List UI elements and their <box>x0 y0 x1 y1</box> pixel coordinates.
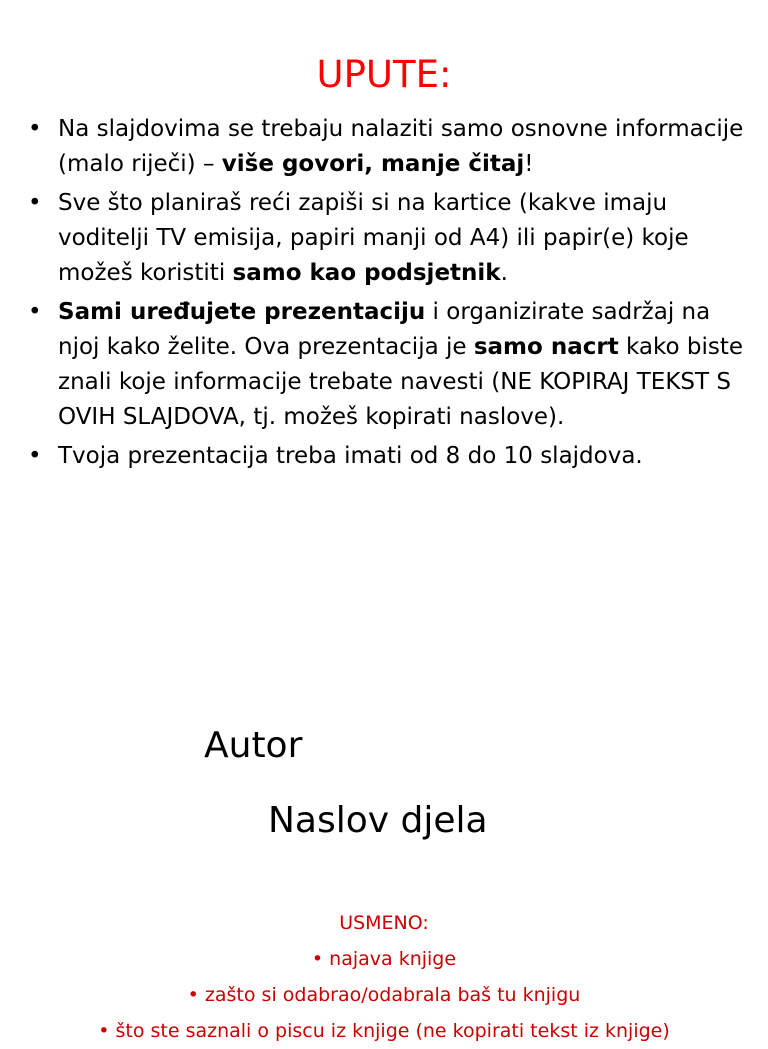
instruction-list <box>28 112 748 478</box>
bullet-text: Na slajdovima se trebaju nalaziti samo osnovne informacije (malo riječi) – <box>58 116 744 177</box>
slide-title: UPUTE: <box>316 53 452 96</box>
list-item <box>28 186 748 291</box>
list-item <box>28 439 748 474</box>
bullet-text: Tvoja prezentacija treba imati od 8 do 10 slajdova. <box>58 443 643 469</box>
author-placeholder: Autor <box>204 725 303 766</box>
slide-upute <box>0 0 768 512</box>
bullet-bold-text: samo nacrt <box>473 334 619 360</box>
oral-item: • što ste saznali o piscu iz knjige (ne kopirati tekst iz knjige) <box>98 1020 670 1042</box>
slide-title-page <box>0 512 768 1042</box>
list-item <box>28 295 748 435</box>
bullet-icon: • <box>28 190 42 216</box>
bullet-text: kako biste znali koje informacije trebate navesti (NE KOPIRAJ TEKST S OVIH SLAJDOVA, tj. možeš kopirati naslove). <box>58 334 744 430</box>
bullet-text: ! <box>524 151 534 177</box>
bullet-text: . <box>500 260 508 286</box>
oral-item: • najava knjige <box>311 948 457 970</box>
bullet-text: Sve što planiraš reći zapiši si na kartice (kakve imaju voditelji TV emisija, papiri manji od A4) ili papir(e) koje možeš koristiti <box>58 190 689 286</box>
bullet-icon: • <box>28 443 42 469</box>
bullet-bold-text: samo kao podsjetnik <box>232 260 501 286</box>
bullet-bold-text: više govori, manje čitaj <box>221 151 525 177</box>
bullet-icon: • <box>28 299 42 325</box>
bullet-text: i organizirate sadržaj na njoj kako želite. Ova prezentacija je <box>58 299 711 360</box>
bullet-bold-text: Sami uređujete prezentaciju <box>58 299 426 325</box>
oral-heading: USMENO: <box>339 912 429 934</box>
list-item <box>28 112 748 182</box>
bullet-icon: • <box>28 116 42 142</box>
work-title-placeholder: Naslov djela <box>268 800 488 841</box>
oral-notes <box>0 905 768 1049</box>
oral-item: • zašto si odabrao/odabrala baš tu knjigu <box>187 984 581 1006</box>
